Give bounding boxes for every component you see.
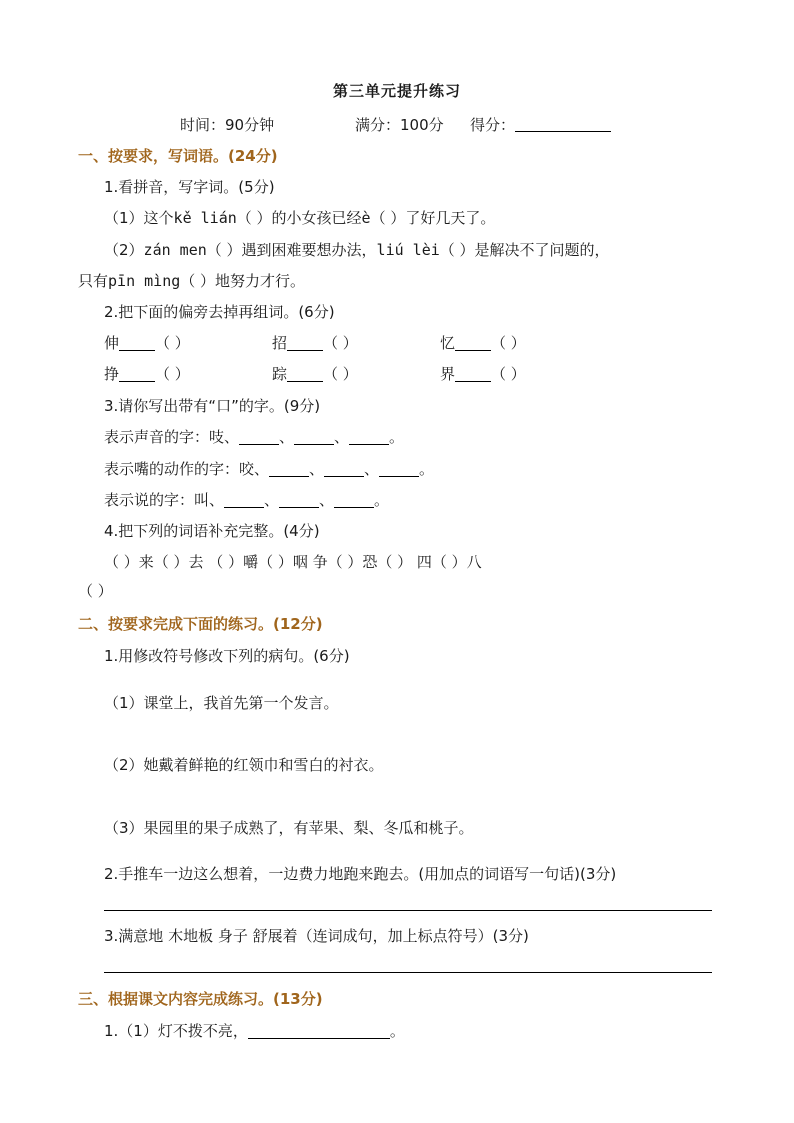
answer-blank[interactable] (324, 462, 364, 477)
q3-row-speak (104, 489, 389, 510)
separator: 、 (264, 491, 280, 509)
answer-blank[interactable] (248, 1024, 390, 1039)
sick-sentence-2: （2）她戴着鲜艳的红领巾和雪白的衬衣。 (104, 756, 384, 774)
answer-blank[interactable] (224, 493, 264, 508)
radical-item-6 (440, 363, 526, 384)
q1-l3-text-a: 只有 (78, 272, 109, 290)
answer-paren[interactable]: （ ） (323, 365, 358, 383)
q3-row-label: 表示声音的字：吱、 (104, 428, 240, 446)
s2-q1-title: 1.用修改符号修改下列的病句。(6分) (104, 647, 350, 665)
q4-line2[interactable]: （ ） (78, 582, 113, 600)
answer-blank[interactable] (349, 430, 389, 445)
period: 。 (419, 460, 435, 478)
answer-blank[interactable] (119, 336, 155, 351)
q3-row-mouth (104, 458, 434, 479)
answer-blank[interactable] (379, 462, 419, 477)
q3-row-label: 表示说的字：叫、 (104, 491, 225, 509)
radical-item-4 (104, 363, 190, 384)
q3-title: 3.请你写出带有“口”的字。(9分) (104, 397, 321, 415)
pinyin-liu-lei: liú lèi (376, 241, 440, 259)
full-score-label: 满分：100分 (355, 116, 444, 134)
answer-blank[interactable] (334, 493, 374, 508)
q4-title: 4.把下列的词语补充完整。(4分) (104, 522, 320, 540)
answer-paren[interactable]: （ ） (155, 334, 190, 352)
radical-item-1 (104, 332, 190, 353)
radical-char: 挣 (104, 365, 120, 383)
answer-line[interactable] (104, 910, 712, 911)
answer-paren[interactable]: （ ） (323, 334, 358, 352)
answer-blank[interactable] (287, 367, 323, 382)
exam-meta (180, 114, 611, 135)
sick-sentence-3: （3）果园里的果子成熟了，有苹果、梨、冬瓜和桃子。 (104, 819, 474, 837)
answer-blank[interactable] (294, 430, 334, 445)
score-blank[interactable] (515, 117, 611, 132)
radical-char: 踪 (272, 365, 288, 383)
period: 。 (374, 491, 390, 509)
separator: 、 (334, 428, 350, 446)
s2-q2-title: 2.手推车一边这么想着，一边费力地跑来跑去。(用加点的词语写一句话)(3分) (104, 865, 617, 883)
s3-q1 (104, 1020, 405, 1041)
section3-heading: 三、根据课文内容完成练习。(13分) (78, 990, 323, 1008)
radical-char: 界 (440, 365, 456, 383)
answer-blank[interactable] (119, 367, 155, 382)
answer-blank[interactable] (279, 493, 319, 508)
q3-row-label: 表示嘴的动作的字：咬、 (104, 460, 270, 478)
separator: 、 (319, 491, 335, 509)
q1-l2-text-c[interactable]: （ ）是解决不了问题的， (439, 241, 610, 259)
radical-char: 忆 (440, 334, 456, 352)
answer-blank[interactable] (455, 336, 491, 351)
q1-l2-text-a: （2） (104, 241, 144, 259)
q1-l3-text-b[interactable]: （ ）地努力才行。 (180, 272, 306, 290)
section1-heading: 一、按要求，写词语。(24分) (78, 147, 278, 165)
time-label: 时间：90分钟 (180, 116, 275, 134)
q4-line1[interactable]: （ ）来（ ）去 （ ）嚼（ ）咽 争（ ）恐（ ） 四（ ）八 (104, 553, 482, 571)
q1-title: 1.看拼音，写字词。(5分) (104, 178, 275, 196)
q2-title: 2.把下面的偏旁去掉再组词。(6分) (104, 303, 335, 321)
answer-paren[interactable]: （ ） (155, 365, 190, 383)
separator: 、 (364, 460, 380, 478)
pinyin-pin-ming: pīn mìng (108, 272, 181, 290)
q1-l1-text-b[interactable]: （ ）的小女孩已经 (236, 209, 362, 227)
answer-paren[interactable]: （ ） (491, 365, 526, 383)
answer-blank[interactable] (239, 430, 279, 445)
pinyin-e: è (361, 209, 371, 227)
answer-line[interactable] (104, 972, 712, 973)
pinyin-ke-lian: kě lián (173, 209, 237, 227)
q1-line2 (104, 239, 610, 260)
q1-l2-text-b[interactable]: （ ）遇到困难要想办法， (206, 241, 377, 259)
radical-item-3 (440, 332, 526, 353)
radical-char: 招 (272, 334, 288, 352)
q1-l1-text-a: （1）这个 (104, 209, 174, 227)
score-label: 得分： (470, 116, 516, 134)
radical-char: 伸 (104, 334, 120, 352)
page-title: 第三单元提升练习 (332, 82, 461, 100)
answer-paren[interactable]: （ ） (491, 334, 526, 352)
q1-l1-text-c[interactable]: （ ）了好几天了。 (370, 209, 496, 227)
separator: 、 (279, 428, 295, 446)
separator: 、 (309, 460, 325, 478)
q1-line1 (104, 207, 495, 228)
period: 。 (389, 428, 405, 446)
answer-blank[interactable] (287, 336, 323, 351)
radical-item-2 (272, 332, 358, 353)
answer-blank[interactable] (455, 367, 491, 382)
sick-sentence-1: （1）课堂上，我首先第一个发言。 (104, 694, 339, 712)
pinyin-zan-men: zán men (143, 241, 207, 259)
q1-line3 (78, 270, 305, 291)
radical-item-5 (272, 363, 358, 384)
q3-row-sound (104, 426, 404, 447)
answer-blank[interactable] (269, 462, 309, 477)
period: 。 (389, 1022, 405, 1040)
section2-heading: 二、按要求完成下面的练习。(12分) (78, 615, 323, 633)
s3-q1-text: 1.（1）灯不拨不亮， (104, 1022, 248, 1040)
s2-q3-title: 3.满意地 木地板 身子 舒展着（连词成句，加上标点符号）(3分) (104, 927, 529, 945)
